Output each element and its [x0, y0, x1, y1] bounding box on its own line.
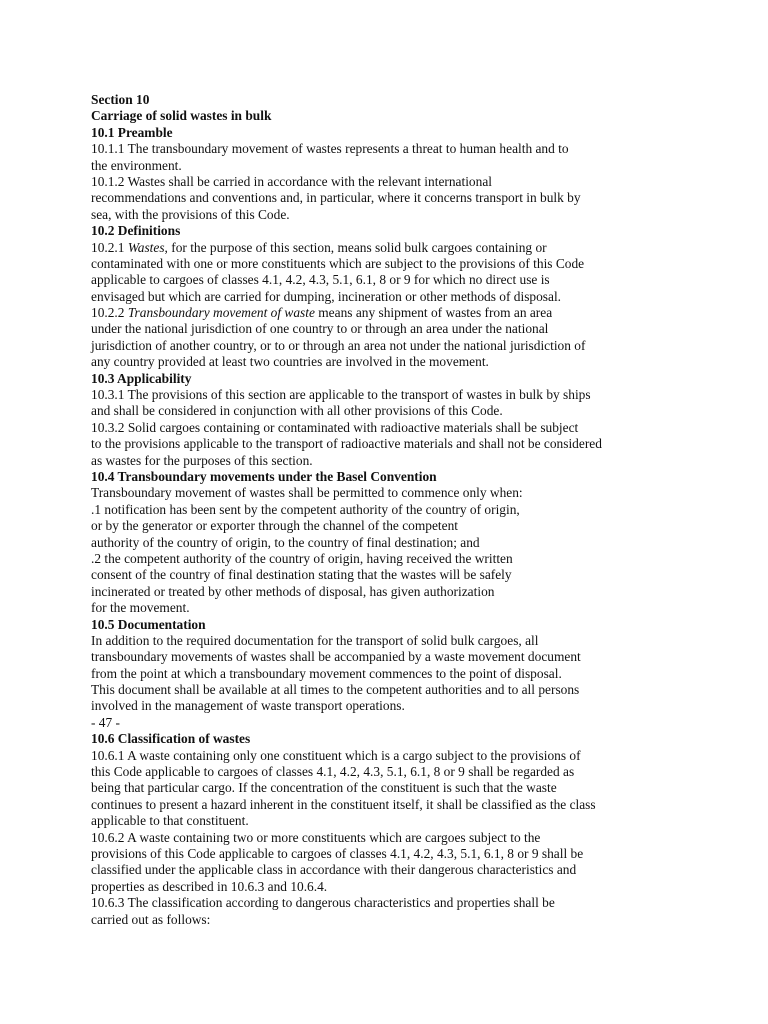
text-line: sea, with the provisions of this Code.	[91, 206, 290, 222]
text-line: Transboundary movement of wastes shall be permitted to commence only when:	[91, 485, 523, 501]
text-line: recommendations and conventions and, in particular, where it concerns transport in bulk by	[91, 190, 581, 206]
text-line: This document shall be available at all times to the competent authorities and to all persons	[91, 682, 580, 698]
heading-applicability: 10.3 Applicability	[91, 370, 192, 386]
text-line: under the national jurisdiction of one country to or through an area under the national	[91, 321, 549, 337]
clause-number: 10.2.1	[91, 239, 128, 255]
text-line: or by the generator or exporter through the channel of the competent	[91, 518, 458, 534]
text-line: to the provisions applicable to the transport of radioactive materials and shall not be considered	[91, 436, 602, 452]
heading-preamble: 10.1 Preamble	[91, 124, 173, 140]
text-line: 10.1.2 Wastes shall be carried in accordance with the relevant international	[91, 173, 492, 189]
text-line: and shall be considered in conjunction with all other provisions of this Code.	[91, 403, 503, 419]
heading-basel-convention: 10.4 Transboundary movements under the Basel Convention	[91, 468, 437, 484]
text-line: being that particular cargo. If the concentration of the constituent is such that the waste	[91, 780, 557, 796]
text-line: any country provided at least two countries are involved in the movement.	[91, 354, 489, 370]
line-text: , for the purpose of this section, means solid bulk cargoes containing or	[164, 239, 547, 255]
text-line: envisaged but which are carried for dumping, incineration or other methods of disposal.	[91, 288, 562, 304]
text-line: the environment.	[91, 157, 182, 173]
text-line: 10.3.2 Solid cargoes containing or contaminated with radioactive materials shall be subject	[91, 419, 579, 435]
text-line	[91, 240, 651, 256]
text-line: for the movement.	[91, 600, 190, 616]
text-line: 10.6.1 A waste containing only one constituent which is a cargo subject to the provisions of	[91, 747, 581, 763]
text-line: provisions of this Code applicable to cargoes of classes 4.1, 4.2, 4.3, 5.1, 6.1, 8 or 9 shall be	[91, 845, 584, 861]
section-subtitle: Carriage of solid wastes in bulk	[91, 108, 272, 124]
text-line: classified under the applicable class in accordance with their dangerous characteristics and	[91, 862, 577, 878]
text-line: properties as described in 10.6.3 and 10.6.4.	[91, 878, 328, 894]
text-line: transboundary movements of wastes shall be accompanied by a waste movement document	[91, 649, 581, 665]
text-line	[91, 305, 651, 321]
text-line: as wastes for the purposes of this section.	[91, 452, 313, 468]
heading-classification: 10.6 Classification of wastes	[91, 731, 251, 747]
heading-documentation: 10.5 Documentation	[91, 616, 206, 632]
text-line: this Code applicable to cargoes of classes 4.1, 4.2, 4.3, 5.1, 6.1, 8 or 9 shall be regarded as	[91, 764, 575, 780]
text-line: consent of the country of final destination stating that the wastes will be safely	[91, 567, 512, 583]
text-line: applicable to cargoes of classes 4.1, 4.2, 4.3, 5.1, 6.1, 8 or 9 for which no direct use is	[91, 272, 550, 288]
text-line: 10.3.1 The provisions of this section are applicable to the transport of wastes in bulk by ships	[91, 387, 591, 403]
text-line: jurisdiction of another country, or to or through an area not under the national jurisdiction of	[91, 337, 586, 353]
text-line: from the point at which a transboundary movement commences to the point of disposal.	[91, 665, 562, 681]
document-page	[91, 92, 651, 928]
defined-term: Transboundary movement of waste	[127, 305, 315, 321]
text-line: authority of the country of origin, to the country of final destination; and	[91, 534, 480, 550]
text-line: carried out as follows:	[91, 911, 211, 927]
line-text: means any shipment of wastes from an area	[314, 305, 553, 321]
text-line: .2 the competent authority of the country of origin, having received the written	[91, 550, 513, 566]
text-line: applicable to that constituent.	[91, 813, 249, 829]
text-line: 10.6.3 The classification according to dangerous characteristics and properties shall be	[91, 895, 555, 911]
text-line: 10.1.1 The transboundary movement of wastes represents a threat to human health and to	[91, 141, 569, 157]
text-line: involved in the management of waste transport operations.	[91, 698, 405, 714]
section-title: Section 10	[91, 92, 150, 107]
text-line: contaminated with one or more constituents which are subject to the provisions of this Code	[91, 255, 585, 271]
text-line: In addition to the required documentation for the transport of solid bulk cargoes, all	[91, 632, 539, 648]
page-number: - 47 -	[91, 714, 121, 730]
defined-term: Wastes	[127, 239, 165, 255]
text-line: incinerated or treated by other methods of disposal, has given authorization	[91, 583, 495, 599]
clause-number: 10.2.2	[91, 305, 128, 321]
heading-definitions: 10.2 Definitions	[91, 223, 181, 239]
text-line: continues to present a hazard inherent in the constituent itself, it shall be classified as the class	[91, 796, 596, 812]
text-line: 10.6.2 A waste containing two or more constituents which are cargoes subject to the	[91, 829, 541, 845]
text-line: .1 notification has been sent by the competent authority of the country of origin,	[91, 501, 520, 517]
